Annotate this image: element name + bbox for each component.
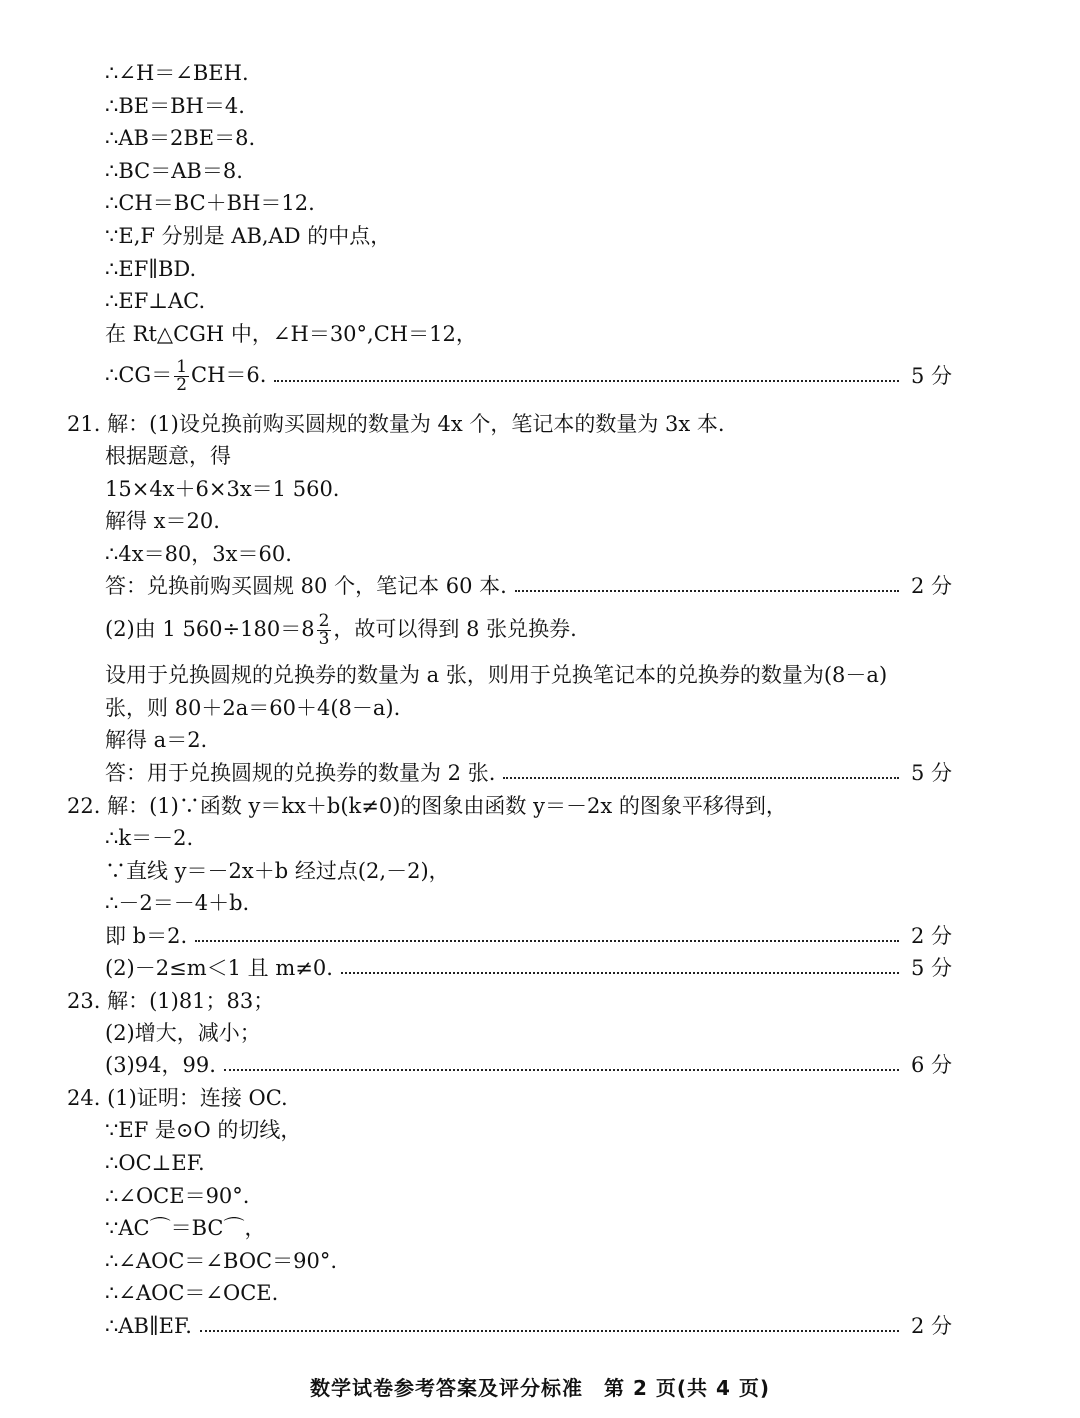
dot-leader xyxy=(274,366,898,382)
proof-line: ∵AC⌒＝BC⌒， xyxy=(105,1216,266,1240)
solution-line: ∴4x＝80，3x＝60. xyxy=(105,542,292,566)
solution-line-with-score: (2)－2≤m＜1 且 m≠0. 5 分 xyxy=(105,952,952,984)
proof-line: ∵EF 是⊙O 的切线， xyxy=(105,1118,302,1142)
question-24-heading: 24. (1)证明：连接 OC. xyxy=(67,1086,288,1110)
solution-line: 设用于兑换圆规的兑换券的数量为 a 张，则用于兑换笔记本的兑换券的数量为(8－a) xyxy=(105,663,888,687)
dot-leader xyxy=(200,1316,899,1332)
solution-line: ∴k＝－2. xyxy=(105,826,194,850)
solution-line-with-score: 答：兑换前购买圆规 80 个，笔记本 60 本. 2 分 xyxy=(105,570,952,602)
solution-line: ∴－2＝－4＋b. xyxy=(105,891,250,915)
proof-line: ∴CH＝BC＋BH＝12. xyxy=(105,191,315,215)
question-23-heading: 23. 解：(1)81；83； xyxy=(67,989,275,1013)
score-label: 5 分 xyxy=(910,761,952,785)
score-label: 6 分 xyxy=(910,1053,952,1077)
solution-line-with-score: 答：用于兑换圆规的兑换券的数量为 2 张. 5 分 xyxy=(105,757,952,789)
expression-text: CH＝6. xyxy=(191,362,267,387)
question-21-heading: 21. 解：(1)设兑换前购买圆规的数量为 4x 个，笔记本的数量为 3x 本. xyxy=(67,412,725,436)
proof-line: ∵E,F 分别是 AB,AD 的中点， xyxy=(105,224,392,248)
proof-line: ∴BC＝AB＝8. xyxy=(105,159,243,183)
score-label: 2 分 xyxy=(910,1314,952,1338)
proof-line-with-score: ∴AB∥EF. 2 分 xyxy=(105,1310,952,1342)
question-22-heading: 22. 解：(1)∵函数 y＝kx＋b(k≠0)的图象由函数 y＝－2x 的图象平移得到， xyxy=(67,794,787,818)
solution-line: 根据题意，得 xyxy=(105,444,231,468)
solution-line-with-score: (3)94，99. 6 分 xyxy=(105,1049,952,1081)
solution-line: (2)增大，减小； xyxy=(105,1021,261,1045)
solution-line: 解得 a＝2. xyxy=(105,728,208,752)
expression-text: ，故可以得到 8 张兑换券. xyxy=(333,616,577,641)
dot-leader xyxy=(515,576,899,592)
proof-line: ∴EF⊥AC. xyxy=(105,289,206,313)
expression-text: (2)由 1 560÷180＝8 xyxy=(105,616,315,641)
solution-line: 15×4x＋6×3x＝1 560. xyxy=(105,477,340,501)
solution-line-with-score: 即 b＝2. 2 分 xyxy=(105,920,952,952)
score-label: 2 分 xyxy=(910,924,952,948)
page-footer: 数学试卷参考答案及评分标准 第 2 页(共 4 页) xyxy=(310,1376,770,1400)
solution-line: 张，则 80＋2a＝60＋4(8－a). xyxy=(105,696,401,720)
dot-leader xyxy=(503,763,899,779)
dot-leader xyxy=(224,1055,899,1071)
fraction: $\frac{1}{2}$ xyxy=(176,356,188,395)
score-label: 2 分 xyxy=(910,574,952,598)
score-label: 5 分 xyxy=(910,956,952,980)
dot-leader xyxy=(341,958,899,974)
proof-line: ∴OC⊥EF. xyxy=(105,1151,205,1175)
proof-line: ∴BE＝BH＝4. xyxy=(105,94,245,118)
proof-line: ∴∠H＝∠BEH. xyxy=(105,61,249,85)
proof-line: 在 Rt△CGH 中，∠H＝30°,CH＝12， xyxy=(105,322,477,346)
proof-line-with-score xyxy=(105,356,952,395)
solution-line: ∵直线 y＝－2x＋b 经过点(2,－2)， xyxy=(105,859,450,883)
solution-line xyxy=(105,610,952,649)
fraction: $\frac{2}{3}$ xyxy=(318,610,330,649)
proof-line: ∴EF∥BD. xyxy=(105,257,197,281)
proof-line: ∴∠AOC＝∠OCE. xyxy=(105,1281,279,1305)
score-label: 5 分 xyxy=(910,364,952,388)
proof-line: ∴∠AOC＝∠BOC＝90°. xyxy=(105,1249,338,1273)
solution-line: 解得 x＝20. xyxy=(105,509,220,533)
proof-line: ∴AB＝2BE＝8. xyxy=(105,126,256,150)
expression-text: ∴CG＝ xyxy=(105,362,173,387)
proof-line: ∴∠OCE＝90°. xyxy=(105,1184,250,1208)
dot-leader xyxy=(195,926,899,942)
